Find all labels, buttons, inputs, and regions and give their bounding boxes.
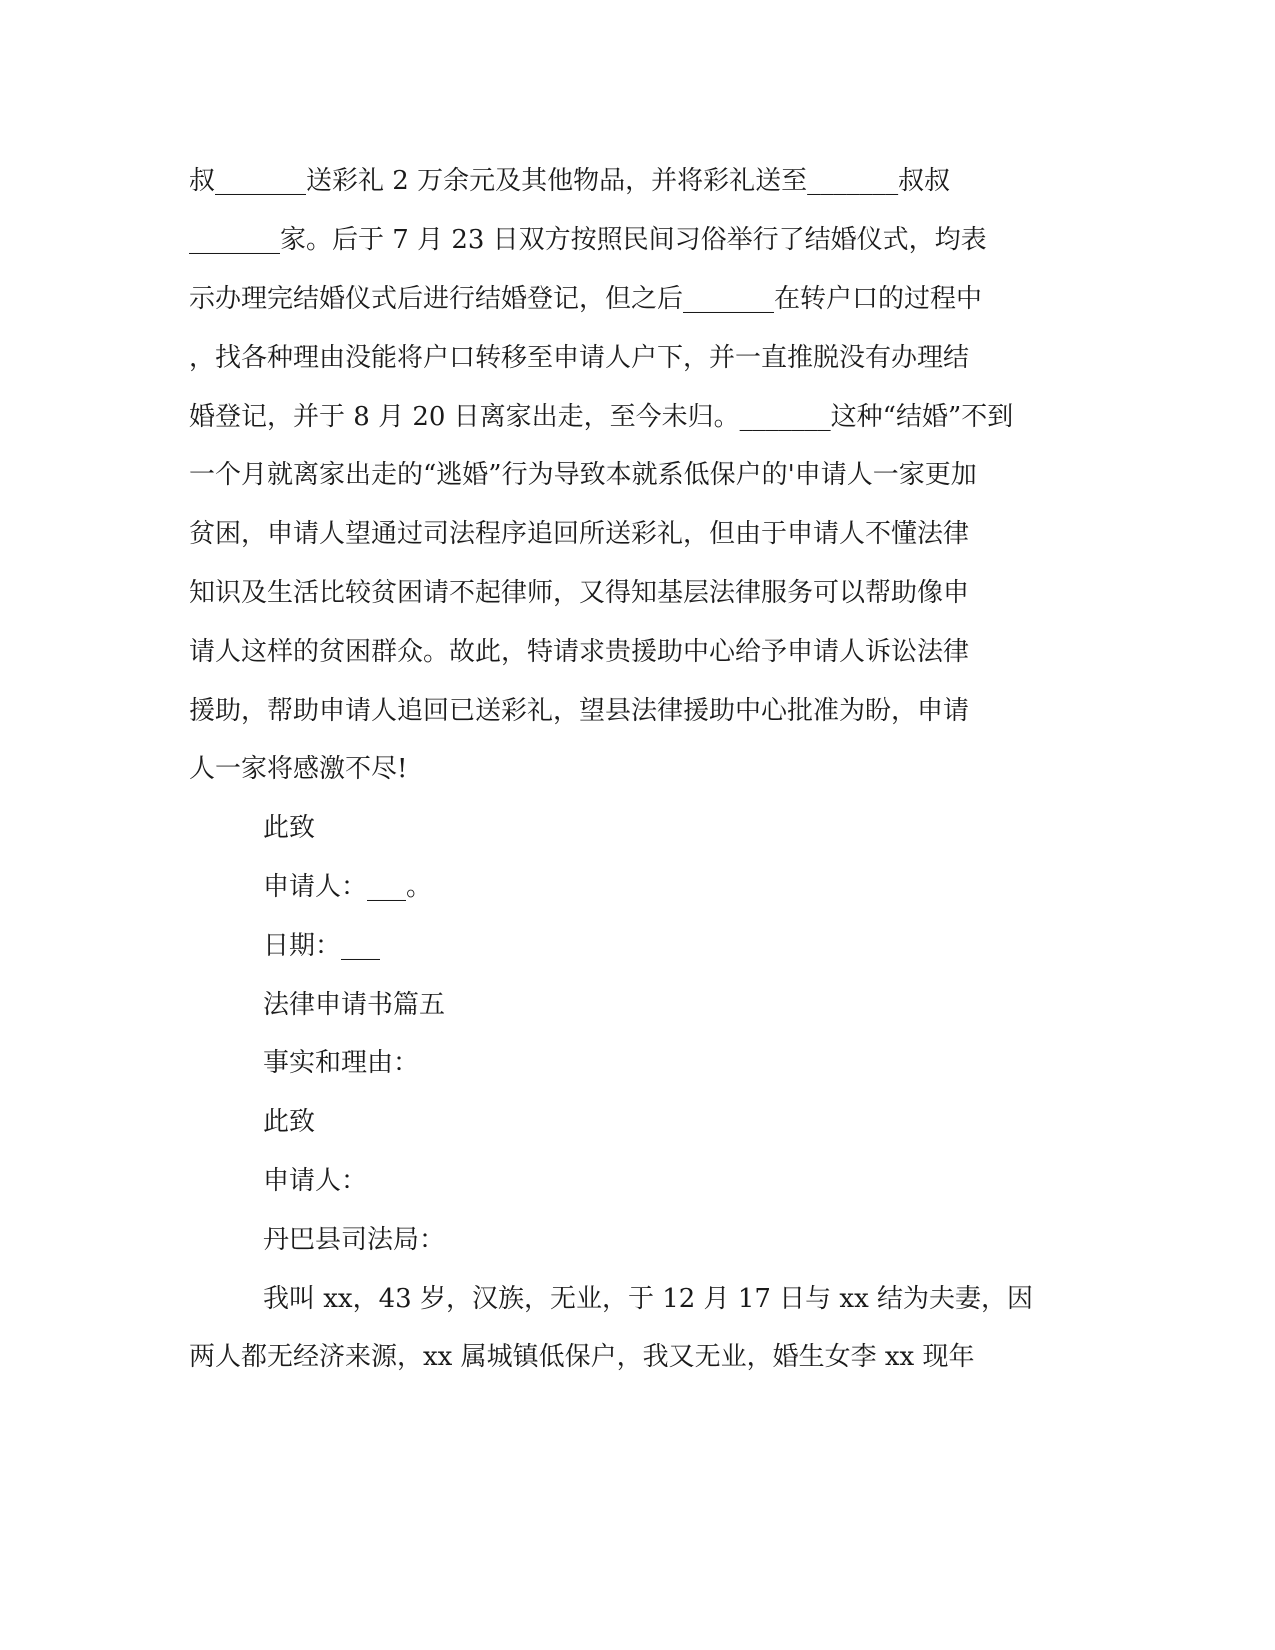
paragraph-line: 我叫 xx，43 岁，汉族，无业，于 12 月 17 日与 xx 结为夫妻，因 xyxy=(263,1284,1034,1314)
body-line: 贫困，申请人望通过司法程序追回所送彩礼，但由于申请人不懂法律 xyxy=(189,519,970,549)
body-line: ，找各种理由没能将户口转移至申请人户下，并一直推脱没有办理结 xyxy=(189,343,970,373)
paragraph-line: 两人都无经济来源，xx 属城镇低保户，我又无业，婚生女李 xx 现年 xyxy=(189,1342,975,1372)
date-line: 日期：___ xyxy=(263,931,381,961)
body-line: _______家。后于 7 月 23 日双方按照民间习俗举行了结婚仪式，均表 xyxy=(189,225,987,255)
addressee: 丹巴县司法局： xyxy=(263,1225,446,1255)
body-line: 一个月就离家出走的“逃婚”行为导致本就系低保户的'申请人一家更加 xyxy=(189,460,977,490)
closing-salutation: 此致 xyxy=(263,813,316,843)
body-line: 示办理完结婚仪式后进行结婚登记，但之后_______在转户口的过程中 xyxy=(189,284,983,314)
section-title: 法律申请书篇五 xyxy=(263,990,446,1020)
body-line: 叔_______送彩礼 2 万余元及其他物品，并将彩礼送至_______叔叔 xyxy=(189,166,951,196)
applicant-signature: 申请人：___。 xyxy=(263,872,433,902)
body-line: 知识及生活比较贫困请不起律师，又得知基层法律服务可以帮助像申 xyxy=(189,578,970,608)
body-line: 人一家将感激不尽! xyxy=(189,754,408,784)
closing-salutation: 此致 xyxy=(263,1107,316,1137)
applicant-signature: 申请人： xyxy=(263,1166,368,1196)
facts-heading: 事实和理由： xyxy=(263,1048,420,1078)
body-line: 援助，帮助申请人追回已送彩礼，望县法律援助中心批准为盼，申请 xyxy=(189,696,970,726)
body-line: 请人这样的贫困群众。故此，特请求贵援助中心给予申请人诉讼法律 xyxy=(189,637,970,667)
body-line: 婚登记，并于 8 月 20 日离家出走，至今未归。_______这种“结婚”不到 xyxy=(189,402,1014,432)
